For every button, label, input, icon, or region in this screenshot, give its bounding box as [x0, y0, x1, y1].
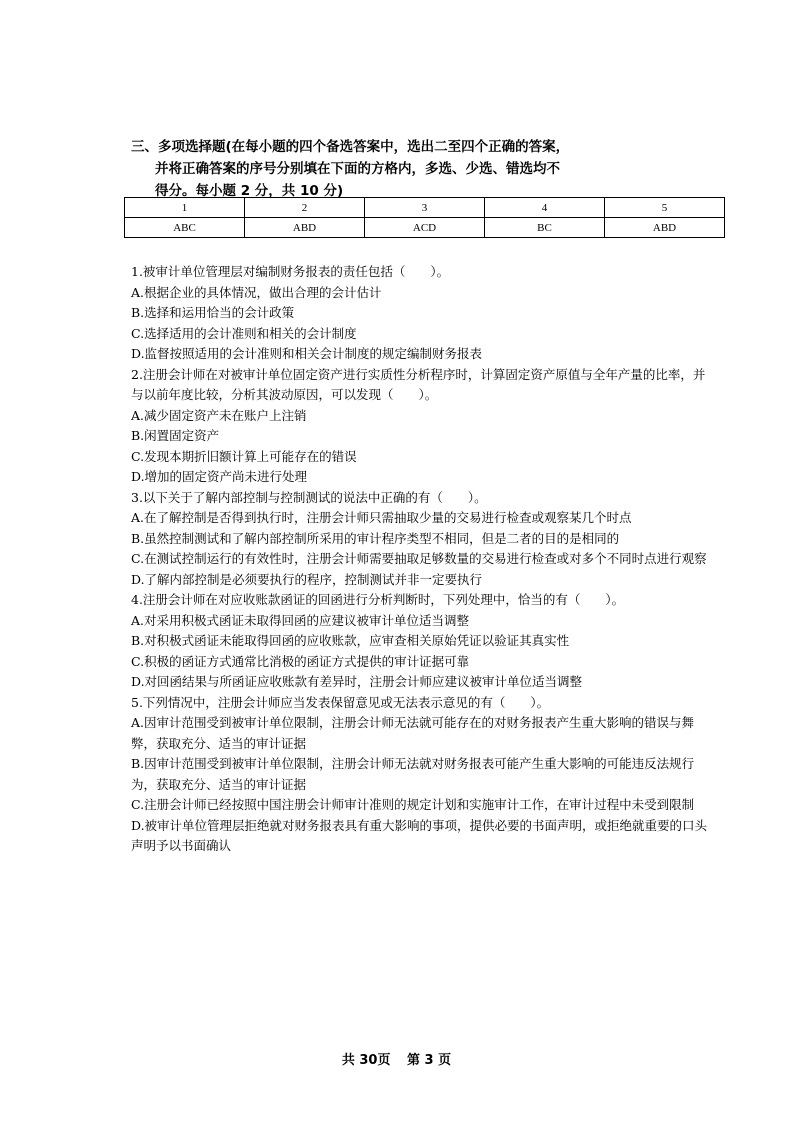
- section-heading-line-2: 并将正确答案的序号分别填在下面的方格内，多选、少选、错选均不: [155, 161, 560, 177]
- question-list: [131, 262, 711, 857]
- question-stem: 2.注册会计师在对被审计单位固定资产进行实质性分析程序时，计算固定资产原值与全年产量的比率，并与以前年度比较，分析其波动原因，可以发现（ ）。: [131, 366, 706, 402]
- answer-option: C.选择适用的会计准则和相关的会计制度: [131, 325, 357, 341]
- answer-option: B.选择和运用恰当的会计政策: [131, 305, 295, 320]
- answer-option: D.对回函结果与所函证应收账款有差异时，注册会计师应建议被审计单位适当调整: [131, 674, 583, 689]
- section-heading-line-3: 得分。每小题 2 分，共 10 分): [155, 183, 344, 199]
- answer-table-answer-row: [125, 218, 725, 238]
- answer-table: [124, 197, 725, 238]
- section-heading-line-1: 三、多项选择题(在每小题的四个备选答案中，选出二至四个正确的答案，: [131, 139, 570, 155]
- answer-option: C.在测试控制运行的有效性时，注册会计师需要抽取足够数量的交易进行检查或对多个不同时点进行观察: [131, 551, 707, 566]
- page-footer: [0, 1049, 793, 1068]
- answer-cell: BC: [485, 218, 605, 238]
- answer-option: A.减少固定资产未在账户上注销: [131, 407, 307, 423]
- answer-table-header: 3: [365, 198, 485, 218]
- answer-option: A.因审计范围受到被审计单位限制，注册会计师无法就可能存在的对财务报表产生重大影响的错误与舞弊，获取充分、适当的审计证据: [131, 715, 695, 751]
- answer-option: B.闲置固定资产: [131, 428, 220, 443]
- answer-option: D.监督按照适用的会计准则和相关会计制度的规定编制财务报表: [131, 346, 483, 361]
- question-stem: 1.被审计单位管理层对编制财务报表的责任包括（ ）。: [131, 264, 450, 279]
- answer-cell: ABD: [605, 218, 725, 238]
- answer-option: C.发现本期折旧额计算上可能存在的错误: [131, 448, 357, 464]
- answer-option: A.在了解控制是否得到执行时，注册会计师只需抽取少量的交易进行检查或观察某几个时点: [131, 510, 632, 525]
- answer-option: B.对积极式函证未能取得回函的应收账款，应审查相关原始凭证以验证其真实性: [131, 633, 570, 648]
- answer-table-header: 5: [605, 198, 725, 218]
- answer-option: D.增加的固定资产尚未进行处理: [131, 469, 308, 484]
- answer-option: D.被审计单位管理层拒绝就对财务报表具有重大影响的事项，提供必要的书面声明，或拒绝就重要的口头声明予以书面确认: [131, 817, 708, 853]
- question-stem: 4.注册会计师在对应收账款函证的回函进行分析判断时，下列处理中，恰当的有（ ）。: [131, 592, 625, 607]
- question-stem: 3.以下关于了解内部控制与控制测试的说法中正确的有（ ）。: [131, 489, 487, 505]
- answer-option: D.了解内部控制是必须要执行的程序，控制测试并非一定要执行: [131, 571, 483, 587]
- page-number: 第 3 页: [407, 1053, 452, 1068]
- answer-table-header: 1: [125, 198, 245, 218]
- answer-table-header-row: [125, 198, 725, 218]
- answer-table-header: 2: [245, 198, 365, 218]
- answer-table-header: 4: [485, 198, 605, 218]
- answer-option: A.对采用积极式函证未取得回函的应建议被审计单位适当调整: [131, 612, 470, 628]
- answer-option: C.积极的函证方式通常比消极的函证方式提供的审计证据可靠: [131, 653, 470, 669]
- answer-cell: ACD: [365, 218, 485, 238]
- answer-cell: ABC: [125, 218, 245, 238]
- answer-option: C.注册会计师已经按照中国注册会计师审计准则的规定计划和实施审计工作，在审计过程中未受到限制: [131, 797, 695, 812]
- answer-option: B.虽然控制测试和了解内部控制所采用的审计程序类型不相同，但是二者的目的是相同的: [131, 530, 620, 546]
- question-stem: 5.下列情况中，注册会计师应当发表保留意见或无法表示意见的有（ ）。: [131, 694, 550, 710]
- total-pages: 共 30页: [341, 1053, 391, 1068]
- answer-cell: ABD: [245, 218, 365, 238]
- answer-option: A.根据企业的具体情况，做出合理的会计估计: [131, 284, 382, 300]
- answer-option: B.因审计范围受到被审计单位限制，注册会计师无法就对财务报表可能产生重大影响的可能违反法规行为，获取充分、适当的审计证据: [131, 756, 695, 792]
- section-heading: [131, 136, 731, 202]
